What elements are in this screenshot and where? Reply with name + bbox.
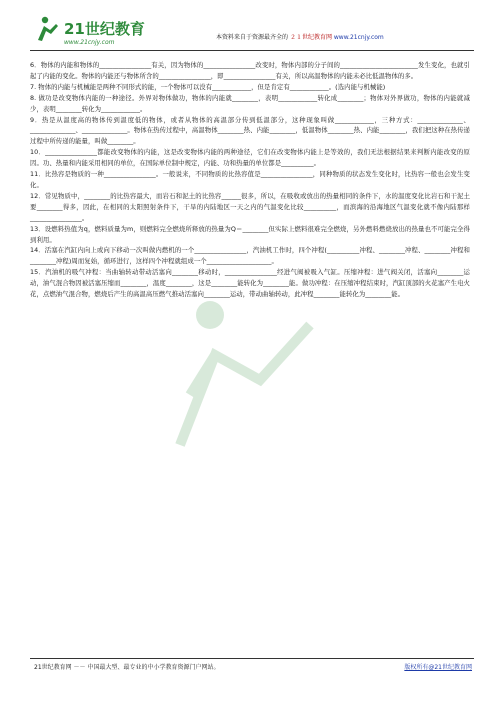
footer-tagline: 21世纪教育网 －－ 中国最大型、最专业的中小学教育资源门户网站。 <box>34 664 220 671</box>
question-7: 7. 物体的内能与机械能是两种不同形式的能，一个物体可以没有____________，但是肯定有____________。(选内能与机械能) <box>30 82 386 91</box>
question-13: 13．设燃料热值为q，燃料质量为m，则燃料完全燃烧所释放的热量为Q＝________但实际上燃料很难完全燃烧，另外燃料燃烧放出的热量也不可能完全得到利用。 <box>30 224 470 244</box>
question-11: 11．比热容是物质的一种________________。一般说来，不同物质的比热容值是________________，同种物质的状态发生变化时，比热容一般也会发生变化。 <box>30 170 470 189</box>
svg-text:www.21cnjy.com: www.21cnjy.com <box>64 39 115 46</box>
question-10: 10．________________都能改变物体的内能，这是改变物体内能的两种途径，它们在改变物体内能上是等效的，我们无法根据结果来判断内能改变的原因。功、热量和内能采用相同的单位，在国际单位制中规定，内能、功和热量的单位都是__________。 <box>30 148 470 168</box>
page-footer <box>30 658 474 674</box>
footer-copyright-link[interactable]: 版权所有@21世纪教育网 <box>404 664 472 671</box>
question-6: 6．物体的内能和物体的________________有关，因为物体的________________改变时，物体内部的分子间的________________________发生变化，也就引起了内能的变化。物体的内能还与物体所含的________________，即________________有关，所以高温物体的内能未必比低温物体的多。 <box>30 61 470 80</box>
question-14: 14．活塞在汽缸内向上或向下移动一次叫做内燃机的一个________________，汽油机工作时，四个冲程(__________冲程、________冲程、________冲程和________冲程)周而复始，循环进行，这样四个冲程就组成一个____________________。 <box>30 246 470 266</box>
header-site-link[interactable]: ２１世纪教育网 <box>289 34 332 41</box>
question-12: 12．常见物质中，________的比热容最大，而岩石和泥土的比热容______很多，所以，在吸收或放出的热量相同的条件下，水的温度变化比岩石和干泥土要________得多，因此，在相同的太阳照射条件下，干旱的内陆地区一天之内的气温变化比较__________，而滨海的沿海地区气温变化就不像内陆那样________________。 <box>30 191 470 222</box>
question-8: 8. 做功是改变物体内能的一种途径。外界对物体做功，物体的内能就________，表明____________转化成________；物体对外界做功，物体的内能就减少，表明________转化为____________。 <box>30 93 470 113</box>
question-9: 9．热是从温度高的物体传到温度低的物体，或者从物体的高温部分传到低温部分，这种现象叫做____________，三种方式：______________、______________、______________。物体在热传过程中，高温物体________热、内能________，低温物体________热、内能________，我们把这种在热传递过程中所传递的能量，叫做________。 <box>30 115 470 146</box>
header-notice <box>216 32 384 41</box>
header-notice-prefix: 本资料来自于资源最齐全的 <box>216 34 289 41</box>
svg-text:21世纪教育: 21世纪教育 <box>64 20 145 38</box>
question-15: 15．汽油机的吸气冲程：当曲轴转动带动活塞向________移动时，________________经进气阀被吸入气缸。压缩冲程：进气阀关闭，活塞向________运动，油气混合物因被活塞压缩而________，温度________，这是________能转化为________能。做功冲程：在压缩冲程结束时，汽缸顶部的火花塞产生电火花，点燃油气混合物，燃烧后产生的高温高压燃气推动活塞向________运动，带动曲轴转动，此冲程________能转化为________能。 <box>30 268 470 299</box>
page-header <box>30 14 474 51</box>
question-list <box>30 60 470 300</box>
watermark-logo <box>150 285 370 465</box>
21cnjy-logo <box>34 14 194 48</box>
header-url-link[interactable]: www.21cnjy.com <box>333 34 384 41</box>
